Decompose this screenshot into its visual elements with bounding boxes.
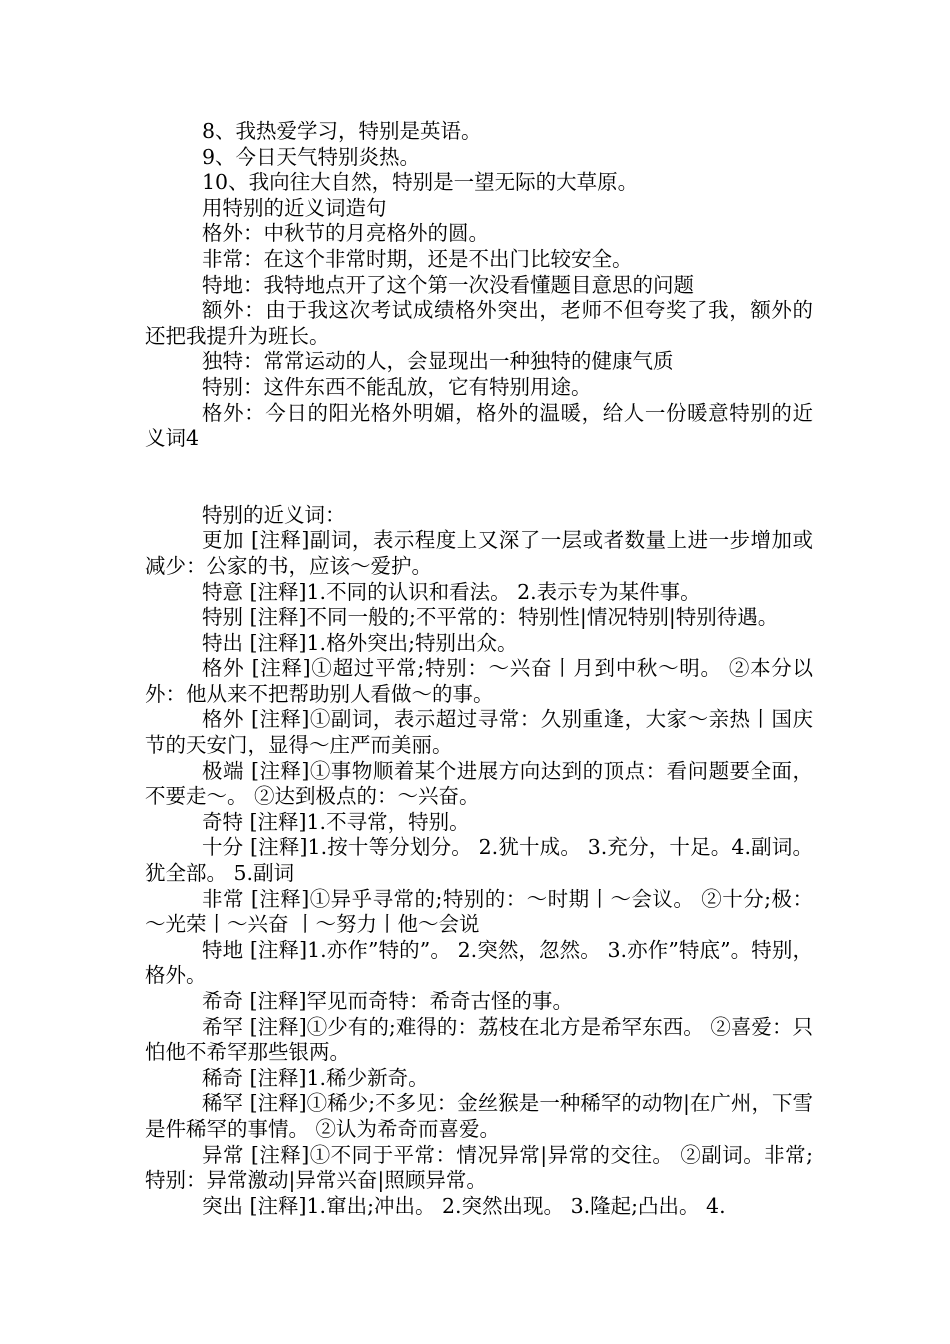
section-heading: 特别的近义词： bbox=[202, 502, 346, 527]
definition-entry: 希奇 [注释]罕见而奇特：希奇古怪的事。 bbox=[202, 989, 574, 1013]
text-paragraph: 10、我向往大自然，特别是一望无际的大草原。 bbox=[202, 170, 639, 195]
definition-entry: 格外 [注释]①超过平常;特别：～兴奋丨月到中秋～明。 ②本分以外：他从来不把帮助别人看做～的事。 bbox=[145, 656, 813, 706]
text-paragraph: 格外：中秋节的月亮格外的圆。 bbox=[202, 221, 489, 246]
definition-entry: 极端 [注释]①事物顺着某个进展方向达到的顶点：看问题要全面，不要走～。 ②达到极点的：～兴奋。 bbox=[145, 758, 813, 809]
definition-entry: 稀罕 [注释]①稀少;不多见：金丝猴是一种稀罕的动物|在广州，下雪是件稀罕的事情。 ②认为希奇而喜爱。 bbox=[145, 1091, 813, 1141]
definition-entry: 特出 [注释]1.格外突出;特别出众。 bbox=[202, 630, 518, 655]
text-paragraph: 9、今日天气特别炎热。 bbox=[202, 144, 421, 169]
definition-entry: 非常 [注释]①异乎寻常的;特别的：～时期丨～会议。 ②十分;极：～光荣丨～兴奋 丨～努力丨他～会说 bbox=[145, 886, 813, 937]
definition-entry: 特意 [注释]1.不同的认识和看法。 2.表示专为某件事。 bbox=[202, 579, 701, 604]
section-heading: 用特别的近义词造句 bbox=[202, 195, 387, 220]
definition-entry: 十分 [注释]1.按十等分划分。 2.犹十成。 3.充分，十足。4.副词。犹全部。 5.副词 bbox=[145, 835, 813, 886]
definition-entry: 特别 [注释]不同一般的;不平常的：特别性|情况特别|特别待遇。 bbox=[202, 605, 779, 630]
text-paragraph: 格外：今日的阳光格外明媚，格外的温暖，给人一份暖意特别的近义词4 bbox=[145, 400, 813, 451]
definition-entry: 格外 [注释]①副词，表示超过寻常：久别重逢，大家～亲热丨国庆节的天安门，显得～庄严而美丽。 bbox=[145, 707, 813, 758]
text-paragraph: 8、我热爱学习，特别是英语。 bbox=[202, 119, 482, 143]
section-spacer bbox=[145, 452, 813, 503]
text-paragraph: 独特：常常运动的人，会显现出一种独特的健康气质 bbox=[202, 349, 674, 374]
definition-entry: 奇特 [注释]1.不寻常，特别。 bbox=[202, 809, 470, 834]
definition-entry: 突出 [注释]1.窜出;冲出。 2.突然出现。 3.隆起;凸出。 4. bbox=[202, 1193, 726, 1218]
text-paragraph: 特别：这件东西不能乱放，它有特别用途。 bbox=[202, 374, 592, 399]
definition-entry: 更加 [注释]副词，表示程度上又深了一层或者数量上进一步增加或减少：公家的书，应该～爱护。 bbox=[145, 528, 813, 578]
definition-entry: 异常 [注释]①不同于平常：情况异常|异常的交往。 ②副词。非常;特别：异常激动|异常兴奋|照顾异常。 bbox=[145, 1142, 813, 1193]
definition-entry: 特地 [注释]1.亦作”特的”。 2.突然，忽然。 3.亦作”特底”。特别，格外。 bbox=[145, 937, 813, 988]
text-paragraph: 额外：由于我这次考试成绩格外突出，老师不但夸奖了我，额外的还把我提升为班长。 bbox=[145, 298, 813, 348]
document-body bbox=[145, 119, 813, 1219]
definition-entry: 希罕 [注释]①少有的;难得的：荔枝在北方是希罕东西。 ②喜爱：只怕他不希罕那些银两。 bbox=[145, 1014, 813, 1065]
text-paragraph: 特地：我特地点开了这个第一次没看懂题目意思的问题 bbox=[202, 272, 694, 297]
text-paragraph: 非常：在这个非常时期，还是不出门比较安全。 bbox=[202, 246, 633, 271]
definition-entry: 稀奇 [注释]1.稀少新奇。 bbox=[202, 1065, 429, 1090]
